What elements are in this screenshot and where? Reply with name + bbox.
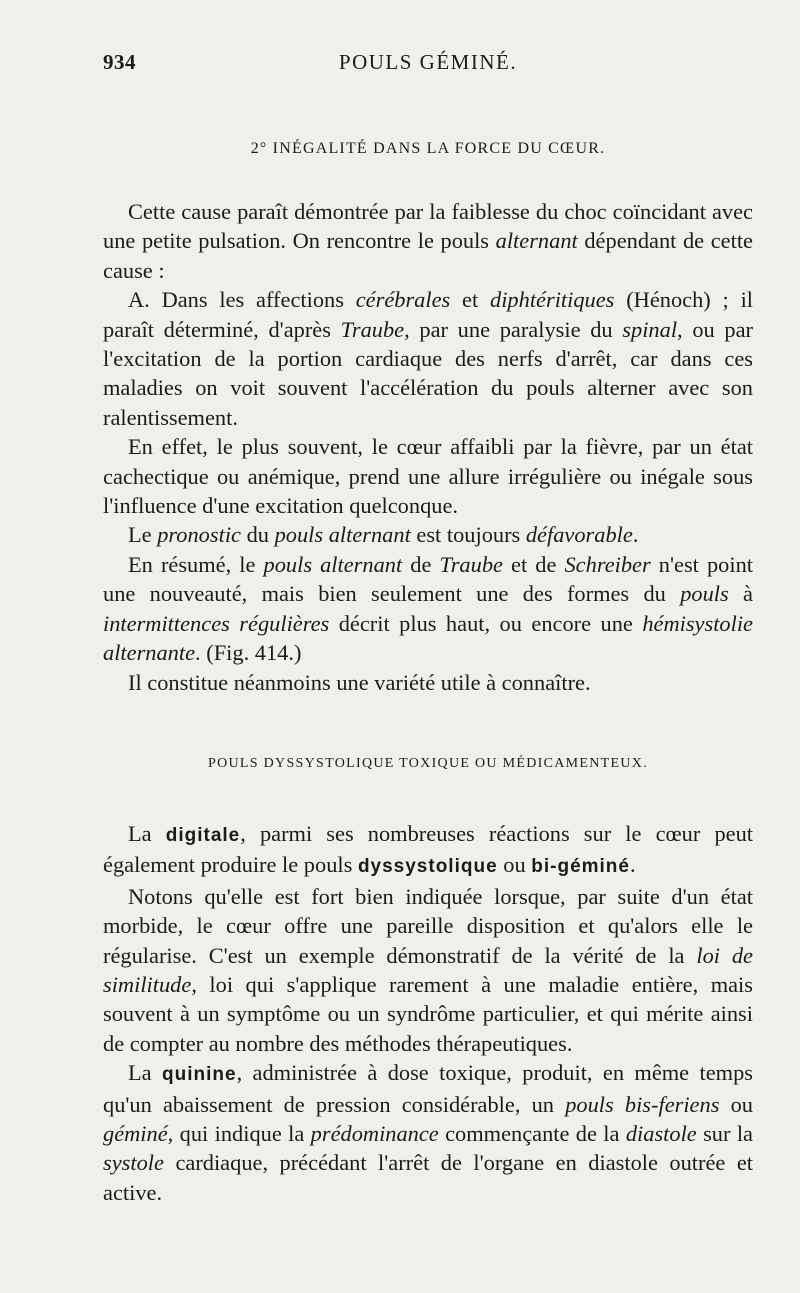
paragraph: La digitale, parmi ses nombreuses réactions sur le cœur peut également produire le pouls dyssystolique ou bi-géminé. [103,821,753,878]
paragraph: Le pronostic du pouls alternant est toujours défavorable. [128,522,639,548]
page-number: 934 [103,50,136,74]
paragraph: La quinine, administrée à dose toxique, produit, en même temps qu'un abaissement de pression considérable, un pouls bis-feriens ou géminé, qui indique la prédominance commençante de la diastole sur la systole cardiaque, précédant l'arrêt de l'organe en diastole outrée et active. [103,1060,753,1205]
paragraph: Notons qu'elle est fort bien indiquée lorsque, par suite d'un état morbide, le cœur offre une pareille disposition et qu'alors elle le régularise. C'est un exemple démonstratif de la vérité de la loi de similitude, loi qui s'applique rarement à une maladie entière, mais souvent à un symptôme ou un syndrôme particulier, et qui mérite ainsi de compter au nombre des méthodes thérapeutiques. [103,883,753,1056]
running-title: POULS GÉMINÉ. [338,50,518,74]
paragraph: En résumé, le pouls alternant de Traube et de Schreiber n'est point une nouveauté, mais bien seulement une des formes du pouls à intermittences régulières décrit plus haut, ou encore une hémisystolie alternante. (Fig. 414.) [103,551,753,666]
paragraph: A. Dans les affections cérébrales et diphtéritiques (Hénoch) ; il paraît déterminé, d'après Traube, par une paralysie du spinal, ou par l'excitation de la portion cardiaque des nerfs d'arrêt, car dans ces maladies on voit souvent l'accélération du pouls alterner avec son ralentissement. [103,287,754,430]
running-head [103,50,753,80]
paragraph: Cette cause paraît démontrée par la faiblesse du choc coïncidant avec une petite pulsation. On rencontre le pouls alternant dépendant de cette cause : [103,199,753,283]
section-body-inegalite [103,197,753,697]
paragraph: Il constitue néanmoins une variété utile à connaître. [128,669,591,695]
paragraph: En effet, le plus souvent, le cœur affaibli par la fièvre, par un état cachectique ou anémique, prend une allure irrégulière ou inégale sous l'influence d'une excitation quelconque. [103,434,753,519]
section-body-pouls-dyssystolique [103,819,753,1207]
section-heading-inegalite: 2° INÉGALITÉ DANS LA FORCE DU CŒUR. [250,140,606,157]
section-heading-pouls-dyssystolique: POULS DYSSYSTOLIQUE TOXIQUE OU MÉDICAMENTEUX. [207,756,648,771]
